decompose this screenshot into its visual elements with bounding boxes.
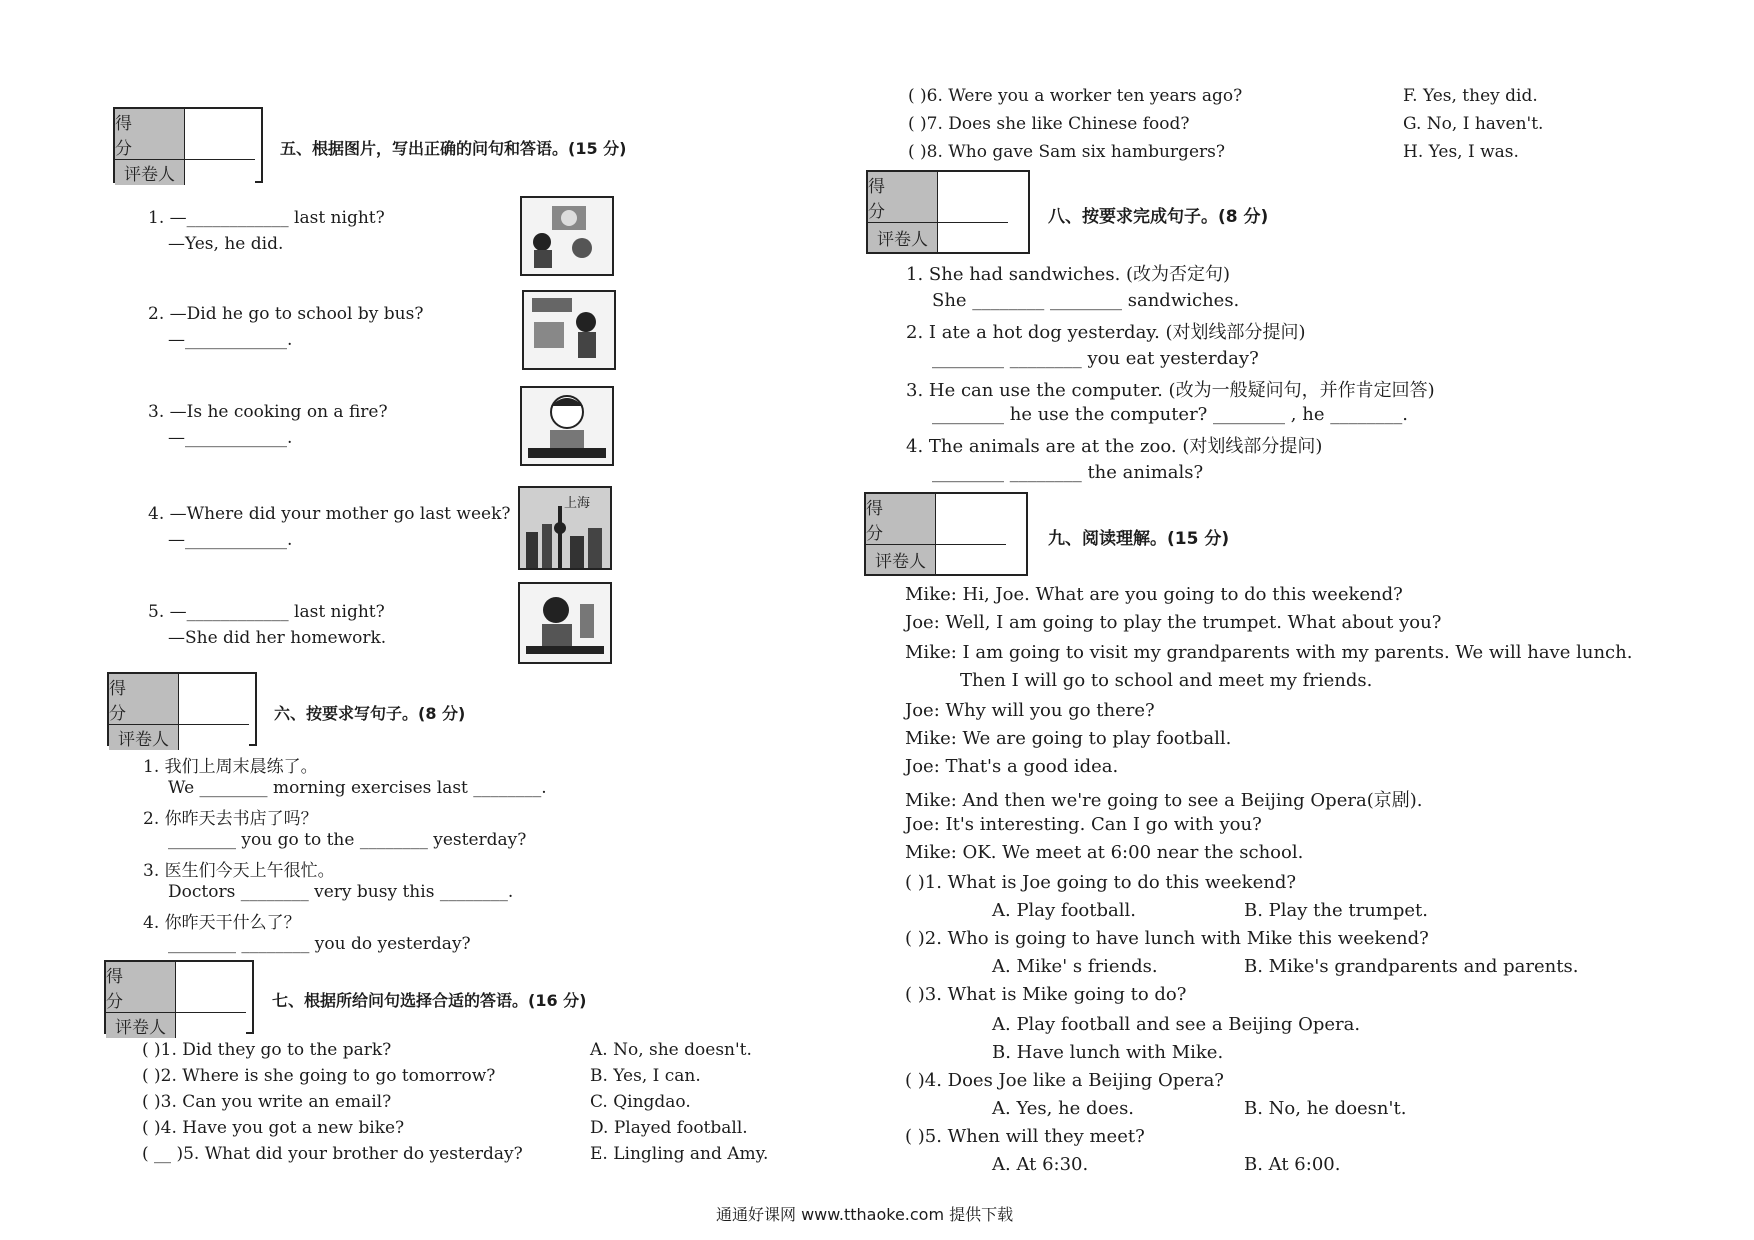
s8-line: ________ he use the computer? ________ , he ________.: [932, 404, 1408, 425]
score-cell[interactable]: [185, 109, 255, 160]
score-label: 得 分: [868, 172, 938, 223]
s8-line: 1. She had sandwiches. (改为否定句): [906, 264, 1231, 285]
s7-answer: G. No, I haven't.: [1403, 114, 1544, 134]
grader-label: 评卷人: [106, 1013, 176, 1038]
s6-line: ________ you go to the ________ yesterday?: [168, 830, 527, 850]
s8-line: ________ ________ the animals?: [932, 462, 1204, 483]
s6-line: 2. 你昨天去书店了吗？: [143, 809, 318, 829]
grader-label: 评卷人: [866, 545, 936, 574]
s7-answer: E. Lingling and Amy.: [590, 1144, 769, 1164]
grader-cell[interactable]: [185, 160, 255, 185]
picture-1: [520, 196, 614, 276]
s7-answer: H. Yes, I was.: [1403, 142, 1519, 162]
s5-a2: —____________.: [168, 330, 293, 350]
score-box-s5: [113, 107, 263, 183]
dialogue-line: Mike: Hi, Joe. What are you going to do this weekend?: [905, 584, 1403, 605]
score-label: 得 分: [109, 674, 179, 725]
score-cell[interactable]: [179, 674, 249, 725]
picture-3: [520, 386, 614, 466]
dialogue-line: Joe: Why will you go there?: [905, 700, 1155, 721]
score-box-s7: [104, 960, 254, 1038]
s6-line: ________ ________ you do yesterday?: [168, 934, 471, 954]
s5-q5: 5. —____________ last night?: [148, 602, 385, 622]
s8-line: 4. The animals are at the zoo. (对划线部分提问): [906, 436, 1323, 457]
s5-a1: —Yes, he did.: [168, 234, 284, 254]
s5-a5: —She did her homework.: [168, 628, 387, 648]
dialogue-line: Mike: And then we're going to see a Beijing Opera(京剧).: [905, 790, 1423, 811]
s7-question: ( )3. Can you write an email?: [142, 1092, 392, 1112]
s9-question: ( )3. What is Mike going to do?: [905, 984, 1187, 1005]
grader-cell[interactable]: [176, 1013, 246, 1038]
s5-q4: 4. —Where did your mother go last week?: [148, 504, 511, 524]
s5-q2: 2. —Did he go to school by bus?: [148, 304, 424, 324]
s9-option: B. No, he doesn't.: [1244, 1098, 1407, 1119]
section5-heading: 五、根据图片，写出正确的问句和答语。(15 分): [280, 139, 627, 158]
s7-question: ( )8. Who gave Sam six hamburgers?: [908, 142, 1225, 162]
score-cell[interactable]: [938, 172, 1008, 223]
picture-5: [518, 582, 612, 664]
s9-question: ( )4. Does Joe like a Beijing Opera?: [905, 1070, 1224, 1091]
dialogue-line: Mike: OK. We meet at 6:00 near the school.: [905, 842, 1304, 863]
s6-line: Doctors ________ very busy this ________.: [168, 882, 514, 902]
s7-question: ( )6. Were you a worker ten years ago?: [908, 86, 1243, 106]
dialogue-line: Then I will go to school and meet my friends.: [960, 670, 1373, 691]
s6-line: 4. 你昨天干什么了？: [143, 913, 301, 933]
dialogue-line: Joe: Well, I am going to play the trumpet. What about you?: [905, 612, 1442, 633]
s9-question: ( )1. What is Joe going to do this weekend?: [905, 872, 1296, 893]
s7-question: ( )7. Does she like Chinese food?: [908, 114, 1190, 134]
s7-answer: D. Played football.: [590, 1118, 748, 1138]
picture-1-drawing: [522, 198, 612, 274]
s9-option: B. At 6:00.: [1244, 1154, 1341, 1175]
s7-question: ( )2. Where is she going to go tomorrow?: [142, 1066, 496, 1086]
s9-option: A. Mike' s friends.: [992, 956, 1158, 977]
picture-4: [518, 486, 612, 570]
section6-heading: 六、按要求写句子。(8 分): [274, 704, 466, 723]
s9-option: B. Have lunch with Mike.: [992, 1042, 1224, 1063]
dialogue-line: Joe: That's a good idea.: [905, 756, 1119, 777]
s8-line: 2. I ate a hot dog yesterday. (对划线部分提问): [906, 322, 1306, 343]
s6-line: We ________ morning exercises last ________.: [168, 778, 547, 798]
s7-answer: A. No, she doesn't.: [590, 1040, 752, 1060]
s8-line: She ________ ________ sandwiches.: [932, 290, 1240, 311]
s9-question: ( )5. When will they meet?: [905, 1126, 1145, 1147]
s9-option: B. Mike's grandparents and parents.: [1244, 956, 1579, 977]
grader-cell[interactable]: [938, 223, 1008, 252]
picture-5-drawing: [520, 584, 610, 662]
s9-question: ( )2. Who is going to have lunch with Mike this weekend?: [905, 928, 1429, 949]
grader-label: 评卷人: [109, 725, 179, 750]
s9-option: A. At 6:30.: [992, 1154, 1089, 1175]
s5-q3: 3. —Is he cooking on a fire?: [148, 402, 388, 422]
picture-2-drawing: [524, 292, 614, 368]
s6-line: 3. 医生们今天上午很忙。: [143, 861, 335, 881]
score-label: 得 分: [115, 109, 185, 160]
s9-option: A. Play football.: [992, 900, 1136, 921]
s8-line: ________ ________ you eat yesterday?: [932, 348, 1259, 369]
s7-answer: B. Yes, I can.: [590, 1066, 701, 1086]
section9-heading: 九、阅读理解。(15 分): [1048, 529, 1230, 549]
s6-line: 1. 我们上周末晨练了。: [143, 757, 318, 777]
s9-option: A. Yes, he does.: [992, 1098, 1135, 1119]
s7-question: ( __ )5. What did your brother do yesterday?: [142, 1144, 523, 1164]
dialogue-line: Mike: We are going to play football.: [905, 728, 1232, 749]
picture-2: [522, 290, 616, 370]
dialogue-line: Mike: I am going to visit my grandparents with my parents. We will have lunch.: [905, 642, 1633, 663]
score-cell[interactable]: [176, 962, 246, 1013]
score-box-s8: [866, 170, 1030, 254]
score-box-s9: [864, 492, 1028, 576]
picture-3-drawing: [522, 388, 612, 464]
score-cell[interactable]: [936, 494, 1006, 545]
s7-question: ( )4. Have you got a new bike?: [142, 1118, 405, 1138]
grader-cell[interactable]: [179, 725, 249, 750]
s7-answer: F. Yes, they did.: [1403, 86, 1538, 106]
footer-text: 通通好课网 www.tthaoke.com 提供下载: [716, 1205, 1014, 1224]
grader-cell[interactable]: [936, 545, 1006, 574]
grader-label: 评卷人: [115, 160, 185, 185]
score-box-s6: [107, 672, 257, 750]
score-label: 得 分: [106, 962, 176, 1013]
s5-q1: 1. —____________ last night?: [148, 208, 385, 228]
section7-heading: 七、根据所给问句选择合适的答语。(16 分): [272, 991, 587, 1010]
s5-a4: —____________.: [168, 530, 293, 550]
grader-label: 评卷人: [868, 223, 938, 252]
s9-option: A. Play football and see a Beijing Opera.: [992, 1014, 1361, 1035]
score-label: 得 分: [866, 494, 936, 545]
picture-4-label: 上海: [564, 496, 591, 511]
s7-question: ( )1. Did they go to the park?: [142, 1040, 392, 1060]
s8-line: 3. He can use the computer. (改为一般疑问句，并作肯定回答): [906, 380, 1435, 401]
section8-heading: 八、按要求完成句子。(8 分): [1048, 207, 1269, 227]
s7-answer: C. Qingdao.: [590, 1092, 691, 1112]
s5-a3: —____________.: [168, 428, 293, 448]
dialogue-line: Joe: It's interesting. Can I go with you?: [905, 814, 1262, 835]
s9-option: B. Play the trumpet.: [1244, 900, 1428, 921]
